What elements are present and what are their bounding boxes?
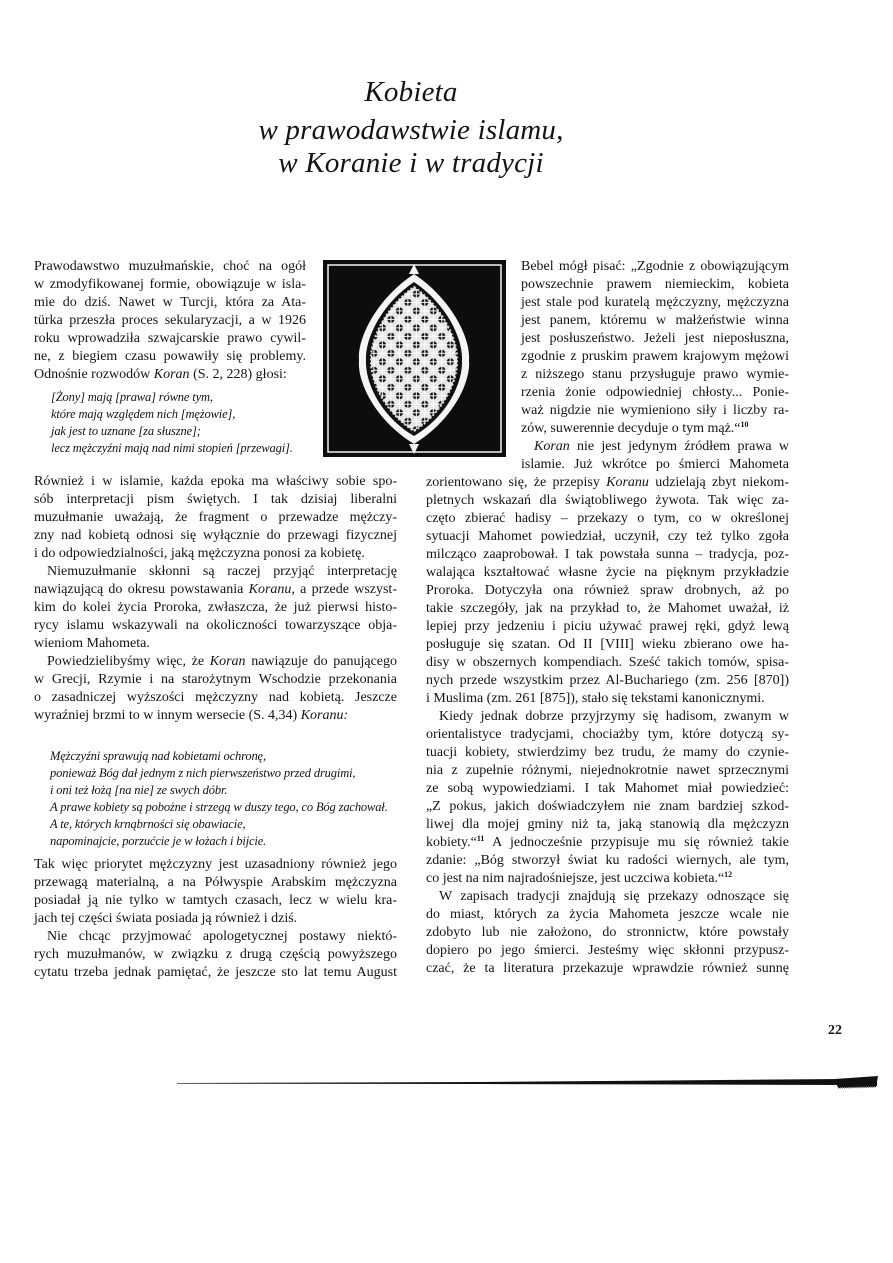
text-segment: kobiety.“	[426, 835, 477, 850]
text-line	[34, 910, 397, 928]
text-line	[426, 456, 789, 474]
title-line-3: w Koranie i w tradycji	[278, 147, 544, 179]
footnote-ref: 10	[740, 420, 749, 429]
text-segment: i Muslima (zm. 261 [875]), stało się tekstami kanonicznymi.	[426, 691, 765, 706]
text-segment: nie jest jedynym źródłem prawa w	[569, 439, 789, 454]
text-segment: Tak więc priorytet mężczyzny jest uzasadniony również jego	[34, 857, 397, 872]
verse-line: Mężczyźni sprawują nad kobietami ochronę,	[50, 749, 266, 763]
text-segment: nawiązuje do panującego	[245, 654, 397, 669]
text-segment: W zapisach tradycji znajdują się przekazy odnoszące się	[439, 889, 789, 904]
text-segment: „Z pokus, jakich doświadczyłem nie znam bardziej szkod-	[426, 799, 789, 814]
verse-line: napominajcie, porzućcie je w łożach i bijcie.	[50, 834, 267, 848]
text-segment: Kiedy jednak dobrze przyjrzymy się hadisom, zwanym w	[439, 709, 789, 724]
text-segment: dopiero po jego śmierci. Jesteśmy więc skłonni przypusz-	[426, 943, 789, 958]
interpretation-text	[34, 473, 397, 725]
text-segment: nych przede wszystkim przez Al-Buchariego (zm. 256 [870])	[426, 673, 789, 688]
hadith-text	[426, 456, 789, 978]
text-line	[34, 653, 397, 671]
text-segment: takie szczegóły, jak na przykład to, że Mahomet uważał, iż	[426, 601, 789, 616]
text-line	[521, 366, 789, 384]
text-segment: nawiązującą do okresu powstawania	[34, 582, 249, 597]
text-line	[521, 294, 789, 312]
text-line	[34, 946, 397, 964]
text-segment: udzielają zbyt niekom-	[648, 475, 789, 490]
title-line-2: w prawodawstwie islamu,	[258, 114, 564, 146]
text-segment: zny nad kobietą odnosi się wyłącznie do przewagi fizycznej	[34, 528, 397, 543]
italic-term: Koran	[534, 439, 570, 454]
text-line	[34, 856, 397, 874]
text-line	[521, 330, 789, 348]
text-line	[426, 780, 789, 798]
text-segment: w Grecji, Rzymie i na starożytnym Wschodzie przekonania	[34, 672, 397, 687]
text-line	[426, 636, 789, 654]
text-line	[426, 708, 789, 726]
text-line	[34, 928, 397, 946]
footnote-ref: 11	[476, 834, 485, 843]
text-segment: Niemuzułmanie skłonni są raczej przyjąć interpretację	[47, 564, 397, 579]
text-segment: jest panem, któremu w małżeństwie winna	[521, 313, 789, 328]
text-segment: jest stale pod kuratelą mężczyzny, mężczyzna	[521, 295, 789, 310]
text-segment: zgodnie z pruskim prawem krajowym mężowi	[521, 349, 789, 364]
text-segment: do miast, których za życia Mahometa jeszcze wcale nie	[426, 907, 789, 922]
text-segment: jach tej części świata posiada ją również i dziś.	[34, 911, 298, 926]
text-segment: walająca kształtować własne życie na pięknym przykładzie	[426, 565, 789, 580]
text-segment: z niższego stanu przysługuje prawo wymie-	[521, 367, 789, 382]
italic-term: Koranu	[606, 475, 649, 490]
text-segment: muzułmanie uważają, że fragment o przewadze mężczy-	[34, 510, 397, 525]
text-segment: Odnośnie rozwodów	[34, 367, 154, 382]
text-segment: rzenia żonie odpowiedniej chłosty... Ponie-	[521, 385, 789, 400]
text-segment: lepiej przy jedzeniu i piciu używać prawej ręki, gdyż lewą	[426, 619, 789, 634]
text-line	[34, 294, 306, 312]
text-line	[426, 690, 789, 708]
text-line	[521, 258, 789, 276]
text-segment: zorientowano się, że przepisy	[426, 475, 607, 490]
text-line	[426, 834, 789, 852]
text-line	[426, 924, 789, 942]
text-segment: tuacji kobiety, stwierdzimy bez trudu, że mamy do czynie-	[426, 745, 789, 760]
text-line	[34, 366, 306, 384]
text-segment: Również i w islamie, każda epoka ma właściwy sobie spo-	[34, 474, 397, 489]
ornament-illustration	[323, 260, 506, 457]
text-segment: o zasadniczej wyższości mężczyzny nad kobietą. Jeszcze	[34, 690, 397, 705]
text-line	[521, 402, 789, 420]
verse-line: A prawe kobiety są pobożne i strzegą w duszy tego, co Bóg zachował.	[50, 800, 388, 814]
text-line	[34, 599, 397, 617]
text-segment: zdanie: „Bóg stworzył świat ku radości wiernych, ale tym,	[426, 853, 789, 868]
text-line	[34, 689, 397, 707]
text-line	[34, 473, 397, 491]
text-segment: cytatu trzeba jednak pamiętać, że jeszcze sto lat temu August	[34, 965, 397, 980]
text-line	[426, 762, 789, 780]
priority-text	[34, 856, 397, 982]
text-line	[34, 581, 397, 599]
text-segment: w zmodyfikowanej formie, obowiązuje w isla-	[34, 277, 306, 292]
text-line	[426, 654, 789, 672]
verse-line: A te, których krnąbrności się obawiacie,	[50, 817, 246, 831]
text-segment: ne, z biegiem czasu powawiły się problemy.	[34, 349, 306, 364]
text-segment: disy w obszernych kompendiach. Sześć takich tomów, spisa-	[426, 655, 789, 670]
text-line	[426, 870, 789, 888]
text-line	[34, 892, 397, 910]
title-line-1: Kobieta	[364, 76, 458, 108]
text-line	[521, 384, 789, 402]
text-segment: sytuacji Mahomet powiedział, uczynił, czy też tylko zgoła	[426, 529, 789, 544]
verse-line: które mają względem nich [mężowie],	[51, 407, 236, 421]
text-segment: zów, suwerennie decyduje o tym mąż.“	[521, 421, 741, 436]
text-line	[34, 527, 397, 545]
text-segment: jest posłuszeństwo. Jeżeli jest nieposłuszna,	[521, 331, 789, 346]
bebel-quote-text	[521, 258, 789, 456]
verse-line: lecz mężczyźni mają nad nimi stopień [przewagi].	[51, 441, 293, 455]
text-line	[34, 635, 397, 653]
text-line	[426, 492, 789, 510]
text-segment: rych muzułmanów, w związku z drugą częścią powyższego	[34, 947, 397, 962]
text-segment: mie do dziś. Nawet w Turcji, która za Ata-	[34, 295, 306, 310]
text-segment: (S. 2, 228) głosi:	[189, 367, 287, 382]
text-line	[521, 420, 789, 438]
text-line	[426, 798, 789, 816]
verse-line: [Żony] mają [prawa] równe tym,	[51, 390, 213, 404]
text-segment: nia z zupełnie różnymi, niejednokrotnie nawet sprzecznymi	[426, 763, 789, 778]
text-segment: częto zbierać hadisy – przekazy o tym, co w określonej	[426, 511, 789, 526]
text-line	[34, 258, 306, 276]
text-line	[34, 491, 397, 509]
text-segment: wyraźniej brzmi to w innym wersecie (S. 4,34)	[34, 708, 301, 723]
text-segment: islamie. Już wkrótce po śmierci Mahometa	[521, 457, 789, 472]
decorative-rule	[0, 1070, 893, 1100]
italic-term: Koran	[209, 654, 246, 669]
text-segment: wieniom Mahometa.	[34, 636, 150, 651]
text-segment: Bebel mógł pisać: „Zgodnie z obowiązującym	[521, 259, 789, 274]
quran-quote-2-228	[51, 389, 293, 457]
text-line	[34, 874, 397, 892]
text-segment: milcząco zaaprobował. I tak powstała sunna – tradycja, poz-	[426, 547, 789, 562]
text-segment: kim do kolei życia Proroka, zwłaszcza, że już pierwsi histo-	[34, 600, 397, 615]
verse-line: jak jest to uznane [za słuszne];	[51, 424, 201, 438]
text-line	[426, 888, 789, 906]
quran-quote-4-34	[50, 748, 388, 850]
text-line	[521, 276, 789, 294]
text-segment: powszechnie prawem niemieckim, kobieta	[521, 277, 789, 292]
text-line	[521, 348, 789, 366]
text-segment: posiadał ją nie tylko w tamtych czasach, lecz w wielu kra-	[34, 893, 397, 908]
text-line	[521, 438, 789, 456]
italic-term: Koranu:	[300, 708, 349, 723]
text-segment: , a przede wszyst-	[291, 582, 397, 597]
footnote-ref: 12	[724, 870, 733, 879]
text-line	[34, 671, 397, 689]
text-line	[426, 906, 789, 924]
text-segment: waż nigdzie nie wymieniono siły i liczby ra-	[521, 403, 789, 418]
verse-line: i oni też łożą [na nie] ze swych dóbr.	[50, 783, 228, 797]
page-number: 22	[828, 1023, 842, 1038]
text-line	[426, 726, 789, 744]
text-line	[34, 509, 397, 527]
text-segment: posługuje się szatan. Od II [VIII] wieku zbierano owe ha-	[426, 637, 789, 652]
text-segment: türka przeszła proces sekularyzacji, a w 1926	[34, 313, 306, 328]
text-segment: pletnych wskazań dla świątobliwego żywota. Tak więc za-	[426, 493, 789, 508]
text-line	[426, 960, 789, 978]
text-line	[34, 707, 397, 725]
text-line	[426, 564, 789, 582]
text-line	[426, 582, 789, 600]
text-line	[426, 942, 789, 960]
text-line	[426, 600, 789, 618]
text-segment: Powiedzielibyśmy więc, że	[47, 654, 210, 669]
text-line	[426, 852, 789, 870]
text-segment: orientalistyce tradycjami, chociażby tym, które dotyczą sy-	[426, 727, 789, 742]
text-line	[34, 563, 397, 581]
italic-term: Koranu	[248, 582, 292, 597]
text-segment: Proroka. Dotyczyła ona również spraw drobnych, aż po	[426, 583, 789, 598]
text-line	[34, 617, 397, 635]
text-line	[426, 510, 789, 528]
text-line	[34, 330, 306, 348]
text-segment: Prawodawstwo muzułmańskie, choć na ogół	[34, 259, 306, 274]
text-segment: zdobyto lub nie założono, do stronnictw, które powstały	[426, 925, 789, 940]
text-segment: roku wprowadziła szwajcarskie prawo cywil-	[34, 331, 306, 346]
text-segment: ze sobą wypowiedziami. I tak Mahomet miał powiedzieć:	[426, 781, 789, 796]
text-line	[426, 474, 789, 492]
text-segment: rycy islamu wskazywali na okoliczności towarzyszące obja-	[34, 618, 397, 633]
italic-term: Koran	[153, 367, 190, 382]
text-line	[426, 744, 789, 762]
text-line	[426, 672, 789, 690]
text-line	[34, 276, 306, 294]
text-line	[426, 528, 789, 546]
text-line	[34, 545, 397, 563]
text-line	[426, 546, 789, 564]
text-line	[34, 964, 397, 982]
text-line	[34, 312, 306, 330]
text-segment: liwej dla mojej gminy niż ta, jaką stanowią dla mężczyzn	[426, 817, 789, 832]
text-line	[426, 618, 789, 636]
text-line	[34, 348, 306, 366]
text-line	[521, 312, 789, 330]
text-segment: czać, że ta literatura przekazuje wprawdzie również sunnę	[426, 961, 789, 976]
text-segment: sób interpretacji pism świętych. I tak dzisiaj liberalni	[34, 492, 397, 507]
verse-line: ponieważ Bóg dał jednym z nich pierwszeństwo przed drugimi,	[50, 766, 356, 780]
intro-text	[34, 258, 306, 384]
text-segment: A jednocześnie przypisuje mu się również takie	[484, 835, 789, 850]
text-segment: co jest na nim najradośniejsze, jest uczciwa kobieta.“	[426, 871, 725, 886]
text-segment: i do odpowiedzialności, jaką mężczyzna ponosi za kobietę.	[34, 546, 365, 561]
text-line	[426, 816, 789, 834]
text-segment: przewagą materialną, a na Półwyspie Arabskim mężczyzna	[34, 875, 397, 890]
text-segment: Nie chcąc przyjmować apologetycznej postawy niektó-	[47, 929, 397, 944]
